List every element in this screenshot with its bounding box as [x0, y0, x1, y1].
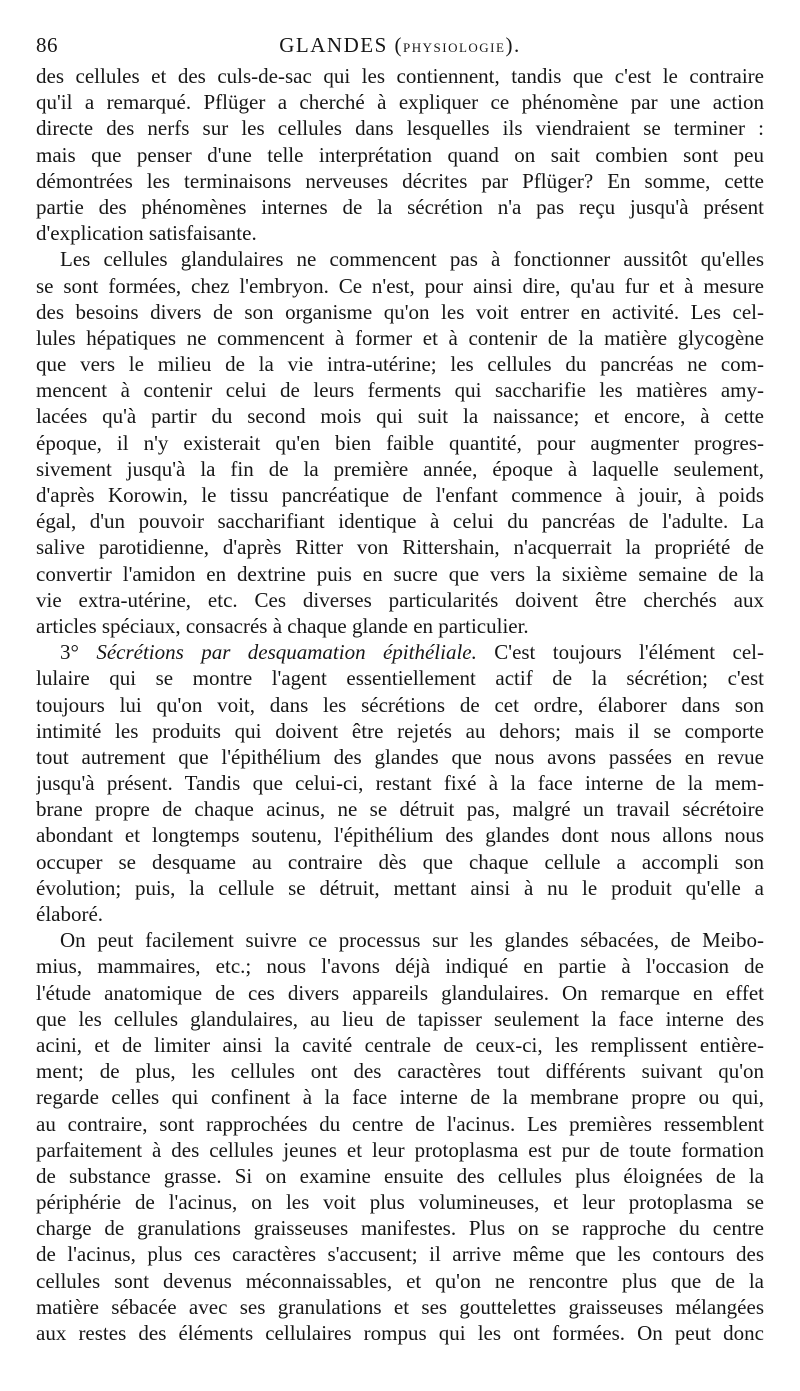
text-run: ment; de plus, les cellules ont des caractères tout différents suivant qu'on — [36, 1059, 764, 1084]
text-run: Les cellules glandulaires ne commencent pas à fonctionner aussitôt qu'elles — [60, 247, 764, 272]
text-run: abondant et longtemps soutenu, l'épithélium des glandes dont nous allons nous — [36, 823, 764, 848]
text-run: brane propre de chaque acinus, ne se détruit pas, malgré un travail sécrétoire — [36, 797, 764, 822]
text-line — [36, 613, 764, 639]
text-line — [36, 482, 764, 508]
text-line — [36, 1294, 764, 1320]
text-line — [36, 1320, 764, 1346]
text-run: regarde celles qui confinent à la face interne de la membrane propre ou qui, — [36, 1085, 764, 1110]
text-run: tout autrement que l'épithélium des glandes que nous avons passées en revue — [36, 744, 764, 769]
text-line — [36, 1032, 764, 1058]
text-run: acini, et de limiter ainsi la cavité centrale de ceux-ci, les remplissent entière- — [36, 1032, 764, 1057]
text-run: l'étude anatomique de ces divers appareils glandulaires. On remarque en effet — [36, 980, 764, 1005]
text-line — [36, 508, 764, 534]
text-run: charge de granulations graisseuses manifestes. Plus on se rapproche du centre — [36, 1216, 764, 1241]
running-head-open-paren: ( — [387, 33, 404, 57]
text-line — [36, 325, 764, 351]
text-run: élaboré. — [36, 902, 104, 926]
text-run: époque, il n'y existerait qu'en bien faible quantité, pour augmenter progres- — [36, 430, 764, 455]
text-line — [36, 901, 764, 927]
text-line — [36, 980, 764, 1006]
text-line — [36, 849, 764, 875]
text-line — [36, 1215, 764, 1241]
text-run: salive parotidienne, d'après Ritter von Rittershain, n'acquerrait la propriété de — [36, 535, 764, 560]
text-run: évolution; puis, la cellule se détruit, mettant ainsi à nu le produit qu'elle a — [36, 875, 764, 900]
text-run: vie extra-utérine, etc. Ces diverses particularités doivent être cherchés aux — [36, 587, 764, 612]
text-line — [36, 1111, 764, 1137]
text-run: occuper se desquame au contraire dès que chaque cellule a accompli son — [36, 849, 764, 874]
text-line — [36, 587, 764, 613]
text-line — [36, 692, 764, 718]
text-line — [36, 1189, 764, 1215]
text-run: jusqu'à présent. Tandis que celui-ci, restant fixé à la face interne de la mem- — [36, 771, 764, 796]
text-run: d'explication satisfaisante. — [36, 221, 257, 246]
text-run: mais que penser d'une telle interprétation quand on sait combien sont peu — [36, 142, 764, 167]
text-line — [36, 1084, 764, 1110]
text-run: d'après Korowin, le tissu pancréatique de l'enfant commence à jouir, à poids — [36, 483, 764, 507]
text-line — [36, 534, 764, 560]
text-line — [36, 875, 764, 901]
text-line — [36, 1241, 764, 1267]
text-line — [36, 1058, 764, 1084]
running-head-title: GLANDES — [279, 33, 388, 57]
text-line — [36, 1163, 764, 1189]
text-line — [36, 299, 764, 325]
text-run: articles spéciaux, consacrés à chaque glande en particulier. — [36, 613, 529, 638]
text-line — [36, 403, 764, 429]
text-line — [36, 665, 764, 691]
text-line — [36, 351, 764, 377]
text-run: au contraire, sont rapprochées du centre de l'acinus. Les premières ressemblent — [36, 1111, 764, 1136]
text-line — [36, 927, 764, 953]
text-line — [36, 142, 764, 168]
text-run: que les cellules glandulaires, au lieu de tapisser seulement la face interne des — [36, 1006, 764, 1031]
text-run: lules hépatiques ne commencent à former et à contenir de la matière glycogène — [36, 325, 764, 350]
text-run: matière sébacée avec ses granulations et ses gouttelettes graisseuses mélangées — [36, 1294, 764, 1319]
text-line — [36, 822, 764, 848]
text-line — [36, 168, 764, 194]
running-head-close-paren: ). — [505, 33, 521, 57]
text-line — [36, 1137, 764, 1163]
text-line — [36, 1006, 764, 1032]
text-run: C'est toujours l'élément cel- — [476, 640, 764, 665]
text-run: toujours lui qu'on voit, dans les sécrétions de cet ordre, élaborer dans son — [36, 692, 764, 717]
text-run: partie des phénomènes internes de la sécrétion n'a pas reçu jusqu'à présent — [36, 194, 764, 219]
text-run: intimité les produits qui doivent être rejetés au dehors; mais il se comporte — [36, 718, 764, 743]
text-run: égal, d'un pouvoir saccharifiant identique à celui du pancréas de l'adulte. La — [36, 509, 764, 534]
text-run: aux restes des éléments cellulaires rompus qui les ont formées. On peut donc — [36, 1321, 764, 1345]
text-line — [36, 561, 764, 587]
text-line — [36, 430, 764, 456]
text-line — [36, 639, 764, 665]
text-run: des besoins divers de son organisme qu'on les voit entrer en activité. Les cel- — [36, 299, 764, 324]
text-run: que vers le milieu de la vie intra-utérine; les cellules du pancréas ne com- — [36, 352, 764, 377]
text-line — [36, 456, 764, 482]
text-run: On peut facilement suivre ce processus sur les glandes sébacées, de Meibo- — [60, 928, 764, 953]
text-line — [36, 744, 764, 770]
body-text — [36, 63, 764, 1346]
text-line — [36, 718, 764, 744]
text-run: mius, mammaires, etc.; nous l'avons déjà indiqué en partie à l'occasion de — [36, 954, 764, 979]
italic-section-heading: Sécrétions par desquamation épithéliale. — [96, 640, 477, 665]
text-run: directe des nerfs sur les cellules dans lesquelles ils viendraient se terminer : — [36, 116, 764, 141]
page-header — [36, 30, 764, 60]
text-run: des cellules et des culs-de-sac qui les contiennent, tandis que c'est le contraire — [36, 64, 764, 88]
text-run: de l'acinus, plus ces caractères s'accusent; il arrive même que les contours des — [36, 1242, 764, 1267]
text-run: cellules sont devenus méconnaissables, et qu'on ne rencontre plus que de la — [36, 1268, 764, 1293]
text-run: mencent à contenir celui de leurs ferments qui saccharifie les matières amy- — [36, 378, 764, 403]
text-run: se sont formées, chez l'embryon. Ce n'est, pour ainsi dire, qu'au fur et à mesure — [36, 273, 764, 298]
text-line — [36, 796, 764, 822]
text-line — [36, 770, 764, 796]
text-run: démontrées les terminaisons nerveuses décrites par Pflüger? En somme, cette — [36, 168, 764, 193]
text-line — [36, 115, 764, 141]
text-line — [36, 246, 764, 272]
running-head-subtitle: PHYSIOLOGIE — [403, 40, 506, 55]
text-line — [36, 377, 764, 403]
text-run: convertir l'amidon en dextrine puis en sucre que vers la sixième semaine de la — [36, 561, 764, 586]
text-line — [36, 194, 764, 220]
text-line — [36, 220, 764, 246]
text-line — [36, 1268, 764, 1294]
running-head — [36, 30, 764, 63]
text-run: lacées qu'à partir du second mois qui suit la naissance; et encore, à cette — [36, 404, 764, 429]
text-line — [36, 63, 764, 89]
text-run: parfaitement à des cellules jeunes et leur protoplasma est pur de toute formation — [36, 1137, 764, 1162]
text-run: de substance grasse. Si on examine ensuite des cellules plus éloignées de la — [36, 1163, 764, 1188]
text-run: périphérie de l'acinus, on les voit plus volumineuses, et leur protoplasma se — [36, 1190, 764, 1215]
text-run: 3° — [60, 640, 97, 665]
text-line — [36, 273, 764, 299]
page-number: 86 — [36, 33, 58, 57]
text-run: sivement jusqu'à la fin de la première année, époque à laquelle seulement, — [36, 456, 764, 481]
text-run: lulaire qui se montre l'agent essentiellement actif de la sécrétion; c'est — [36, 666, 764, 691]
text-line — [36, 89, 764, 115]
text-run: qu'il a remarqué. Pflüger a cherché à expliquer ce phénomène par une action — [36, 90, 764, 115]
text-line — [36, 953, 764, 979]
